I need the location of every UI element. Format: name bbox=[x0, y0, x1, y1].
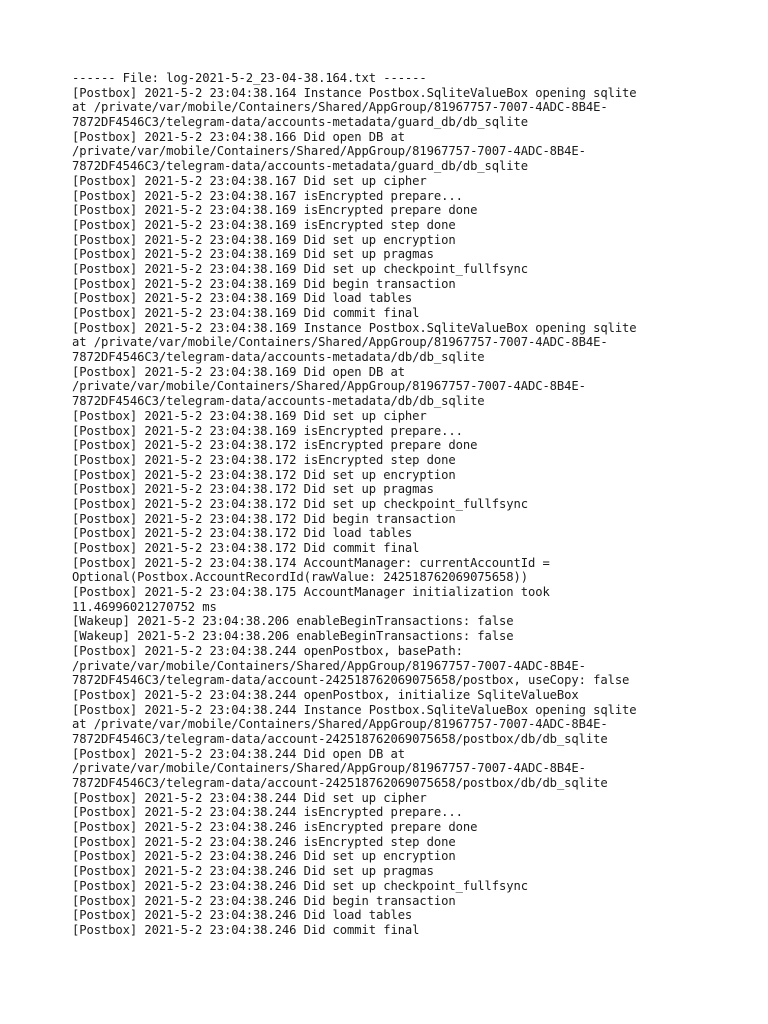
log-line: [Postbox] 2021-5-2 23:04:38.246 Did set up checkpoint_fullfsync bbox=[72, 878, 528, 893]
log-line: /private/var/mobile/Containers/Shared/AppGroup/81967757-7007-4ADC-8B4E- bbox=[72, 379, 586, 394]
log-line: 7872DF4546C3/telegram-data/accounts-metadata/db/db_sqlite bbox=[72, 350, 485, 365]
log-line: [Postbox] 2021-5-2 23:04:38.172 Did begin transaction bbox=[72, 511, 456, 526]
log-line: [Postbox] 2021-5-2 23:04:38.169 Did set up cipher bbox=[72, 408, 427, 423]
log-line: [Wakeup] 2021-5-2 23:04:38.206 enableBeginTransactions: false bbox=[72, 629, 514, 644]
log-line: [Postbox] 2021-5-2 23:04:38.169 Did commit final bbox=[72, 306, 420, 320]
log-line: [Postbox] 2021-5-2 23:04:38.246 Did begin transaction bbox=[72, 893, 456, 908]
log-line: [Postbox] 2021-5-2 23:04:38.169 Did set up pragmas bbox=[72, 247, 434, 262]
log-line: [Postbox] 2021-5-2 23:04:38.169 Did begin transaction bbox=[72, 276, 456, 291]
log-line: Optional(Postbox.AccountRecordId(rawValue: 242518762069075658)) bbox=[72, 570, 528, 585]
log-line: 7872DF4546C3/telegram-data/accounts-metadata/guard_db/db_sqlite bbox=[72, 115, 528, 130]
log-line: [Postbox] 2021-5-2 23:04:38.246 Did set up pragmas bbox=[72, 864, 434, 879]
log-line: [Postbox] 2021-5-2 23:04:38.244 openPostbox, initialize SqliteValueBox bbox=[72, 687, 579, 702]
log-line: at /private/var/mobile/Containers/Shared/AppGroup/81967757-7007-4ADC-8B4E- bbox=[72, 335, 608, 350]
log-line: at /private/var/mobile/Containers/Shared/AppGroup/81967757-7007-4ADC-8B4E- bbox=[72, 100, 608, 115]
log-line: at /private/var/mobile/Containers/Shared/AppGroup/81967757-7007-4ADC-8B4E- bbox=[72, 717, 608, 732]
log-line: 11.46996021270752 ms bbox=[72, 599, 217, 614]
log-line: [Postbox] 2021-5-2 23:04:38.172 Did set up pragmas bbox=[72, 482, 434, 497]
log-line: [Postbox] 2021-5-2 23:04:38.246 isEncrypted prepare done bbox=[72, 820, 478, 835]
log-line: [Postbox] 2021-5-2 23:04:38.166 Did open DB at bbox=[72, 129, 405, 144]
log-line: [Postbox] 2021-5-2 23:04:38.172 isEncrypted prepare done bbox=[72, 438, 478, 453]
log-line: [Postbox] 2021-5-2 23:04:38.172 Did set up checkpoint_fullfsync bbox=[72, 496, 528, 511]
log-line: [Postbox] 2021-5-2 23:04:38.164 Instance Postbox.SqliteValueBox opening sqlite bbox=[72, 85, 637, 100]
log-line: [Postbox] 2021-5-2 23:04:38.174 AccountManager: currentAccountId = bbox=[72, 555, 550, 570]
log-line: [Postbox] 2021-5-2 23:04:38.244 Did open DB at bbox=[72, 746, 405, 761]
log-line: 7872DF4546C3/telegram-data/account-242518762069075658/postbox/db/db_sqlite bbox=[72, 731, 608, 746]
log-line: [Postbox] 2021-5-2 23:04:38.246 Did load tables bbox=[72, 908, 413, 923]
log-line: [Postbox] 2021-5-2 23:04:38.169 isEncrypted prepare done bbox=[72, 203, 478, 218]
log-line: [Postbox] 2021-5-2 23:04:38.169 Did set up checkpoint_fullfsync bbox=[72, 261, 528, 276]
log-line: [Postbox] 2021-5-2 23:04:38.167 Did set up cipher bbox=[72, 173, 427, 188]
log-line: [Postbox] 2021-5-2 23:04:38.172 Did set up encryption bbox=[72, 467, 456, 482]
log-line: 7872DF4546C3/telegram-data/accounts-metadata/db/db_sqlite bbox=[72, 394, 485, 409]
log-line: 7872DF4546C3/telegram-data/accounts-metadata/guard_db/db_sqlite bbox=[72, 159, 528, 174]
log-line: [Postbox] 2021-5-2 23:04:38.167 isEncrypted prepare... bbox=[72, 188, 463, 203]
log-line: /private/var/mobile/Containers/Shared/AppGroup/81967757-7007-4ADC-8B4E- bbox=[72, 658, 586, 673]
log-line: /private/var/mobile/Containers/Shared/AppGroup/81967757-7007-4ADC-8B4E- bbox=[72, 144, 586, 159]
log-line: [Postbox] 2021-5-2 23:04:38.172 isEncrypted step done bbox=[72, 452, 456, 467]
log-line: [Postbox] 2021-5-2 23:04:38.244 Instance Postbox.SqliteValueBox opening sqlite bbox=[72, 702, 637, 717]
log-text-block bbox=[72, 71, 712, 938]
log-line: [Postbox] 2021-5-2 23:04:38.244 isEncrypted prepare... bbox=[72, 805, 463, 820]
log-line: 7872DF4546C3/telegram-data/account-242518762069075658/postbox, useCopy: false bbox=[72, 673, 630, 688]
log-line: /private/var/mobile/Containers/Shared/AppGroup/81967757-7007-4ADC-8B4E- bbox=[72, 761, 586, 776]
log-line: [Postbox] 2021-5-2 23:04:38.169 Did load tables bbox=[72, 291, 413, 306]
log-line: [Postbox] 2021-5-2 23:04:38.175 AccountManager initialization took bbox=[72, 585, 550, 600]
log-line: [Postbox] 2021-5-2 23:04:38.244 Did set up cipher bbox=[72, 790, 427, 805]
log-line: [Postbox] 2021-5-2 23:04:38.169 isEncrypted prepare... bbox=[72, 423, 463, 438]
log-line: [Postbox] 2021-5-2 23:04:38.244 openPostbox, basePath: bbox=[72, 643, 463, 658]
log-file-header: ------ File: log-2021-5-2_23-04-38.164.txt ------ bbox=[72, 71, 427, 85]
log-line: [Postbox] 2021-5-2 23:04:38.169 Did open DB at bbox=[72, 364, 405, 379]
log-line: [Postbox] 2021-5-2 23:04:38.172 Did commit final bbox=[72, 541, 420, 555]
log-line: [Postbox] 2021-5-2 23:04:38.246 Did commit final bbox=[72, 922, 420, 937]
log-line: [Postbox] 2021-5-2 23:04:38.169 Instance Postbox.SqliteValueBox opening sqlite bbox=[72, 320, 637, 335]
log-line: [Postbox] 2021-5-2 23:04:38.246 Did set up encryption bbox=[72, 849, 456, 864]
log-line: [Postbox] 2021-5-2 23:04:38.169 Did set up encryption bbox=[72, 232, 456, 247]
log-line: 7872DF4546C3/telegram-data/account-242518762069075658/postbox/db/db_sqlite bbox=[72, 776, 608, 790]
log-line: [Postbox] 2021-5-2 23:04:38.172 Did load tables bbox=[72, 526, 413, 541]
log-line: [Wakeup] 2021-5-2 23:04:38.206 enableBeginTransactions: false bbox=[72, 614, 514, 629]
log-line: [Postbox] 2021-5-2 23:04:38.246 isEncrypted step done bbox=[72, 834, 456, 849]
log-line: [Postbox] 2021-5-2 23:04:38.169 isEncrypted step done bbox=[72, 217, 456, 232]
